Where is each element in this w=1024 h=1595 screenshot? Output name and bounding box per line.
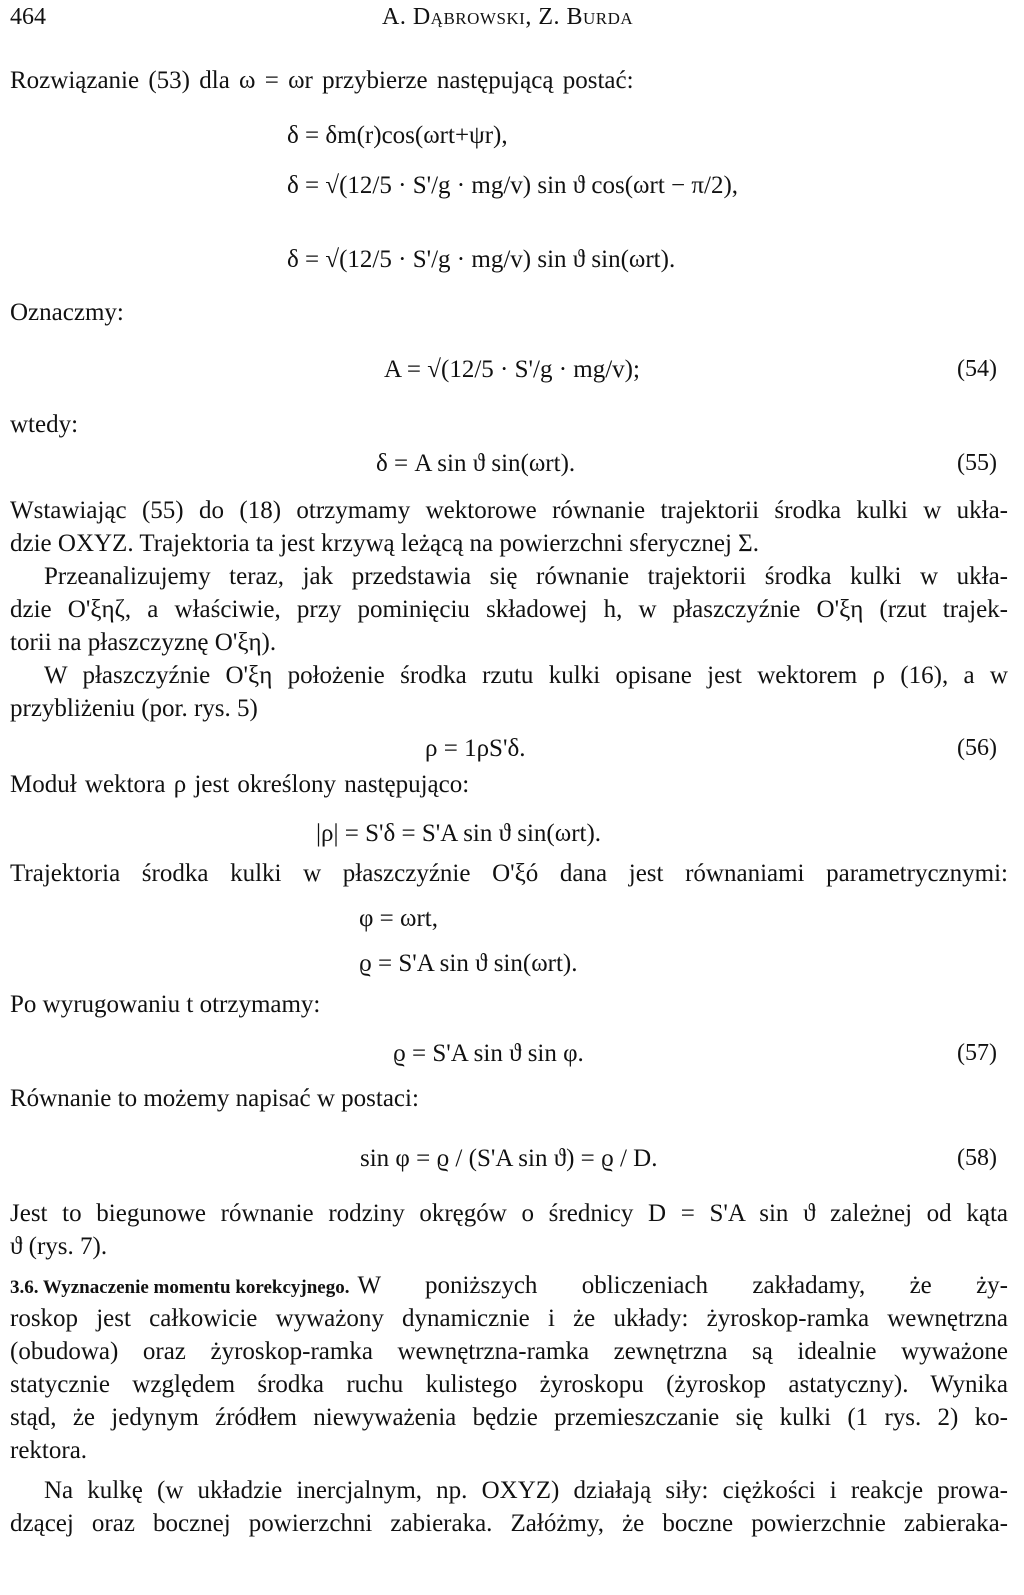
paragraph-line: W poniższych obliczeniach zakładamy, że ży- (357, 1272, 1008, 1299)
paragraph-line: dzie O'ξηζ, a właściwie, przy pominięciu składowej h, w płaszczyźnie O'ξη (rzut trajek- (10, 596, 1008, 623)
paragraph-line: Na kulkę (w układzie inercjalnym, np. OXYZ) działają siły: ciężkości i reakcje prowa- (44, 1477, 1008, 1504)
equation-rho-modulus: |ρ| = S'δ = S'A sin ϑ sin(ωrt). (316, 820, 602, 847)
text-line-po-wyrugowaniu: Po wyrugowaniu t otrzymamy: (10, 991, 321, 1018)
equation-55: δ = A sin ϑ sin(ωrt). (376, 450, 576, 477)
equation-number-57: (57) (957, 1040, 997, 1066)
paragraph-line: stąd, że jedynym źródłem niewyważenia będzie przemieszczanie się kulki (1 rys. 2) ko- (10, 1404, 1008, 1431)
equation-number-54: (54) (957, 356, 997, 382)
paragraph-line: przybliżeniu (por. rys. 5) (10, 695, 258, 722)
paragraph-line: W płaszczyźnie O'ξη położenie środka rzutu kulki opisane jest wektorem ρ (16), a w (44, 662, 1008, 689)
paragraph-line: torii na płaszczyznę O'ξη). (10, 629, 277, 656)
paragraph-line: Przeanalizujemy teraz, jak przedstawia się równanie trajektorii środka kulki w ukła- (44, 563, 1008, 590)
paragraph-line: rektora. (10, 1437, 88, 1464)
equation-phi: φ = ωrt, (359, 905, 439, 932)
page-number: 464 (10, 4, 46, 30)
text-line-trajektoria: Trajektoria środka kulki w płaszczyźnie O'ξó dana jest równaniami parametrycznymi: (10, 860, 1008, 887)
equation-delta-sqrt-sin: δ = √(12/5 · S'/g · mg/v) sin ϑ sin(ωrt). (287, 246, 676, 273)
equation-number-56: (56) (957, 735, 997, 761)
paragraph-line: (obudowa) oraz żyroskop-ramka wewnętrzna-ramka zewnętrzna są idealnie wyważone (10, 1338, 1008, 1365)
paragraph-line: dzącej oraz bocznej powierzchni zabieraka. Załóżmy, że boczne powierzchnie zabieraka- (10, 1510, 1008, 1537)
paragraph-line: statycznie względem środka ruchu kulistego żyroskopu (żyroskop astatyczny). Wynika (10, 1371, 1008, 1398)
paragraph-line: roskop jest całkowicie wyważony dynamicznie i że układy: żyroskop-ramka wewnętrzna (10, 1305, 1008, 1332)
equation-number-55: (55) (957, 450, 997, 476)
equation-58: sin φ = ϱ / (S'A sin ϑ) = ϱ / D. (360, 1145, 658, 1172)
equation-56: ρ = 1ρS'δ. (425, 735, 526, 762)
paragraph-line: ϑ (rys. 7). (10, 1233, 108, 1260)
text-line-rownanie: Równanie to możemy napisać w postaci: (10, 1085, 419, 1112)
equation-54: A = √(12/5 · S'/g · mg/v); (384, 356, 640, 383)
section-first-line (10, 1272, 1008, 1300)
section-heading: 3.6. Wyznaczenie momentu korekcyjnego. (10, 1277, 350, 1298)
equation-delta-cos: δ = δm(r)cos(ωrt+ψr), (287, 122, 508, 149)
paragraph-line: Wstawiając (55) do (18) otrzymamy wektorowe równanie trajektorii środka kulki w ukła- (10, 497, 1008, 524)
intro-line: Rozwiązanie (53) dla ω = ωr przybierze następującą postać: (10, 67, 634, 94)
paragraph-line: dzie OXYZ. Trajektoria ta jest krzywą leżącą na powierzchni sferycznej Σ. (10, 530, 759, 557)
paragraph-line: Jest to biegunowe równanie rodziny okręgów o średnicy D = S'A sin ϑ zależnej od kąta (10, 1200, 1008, 1227)
label-wtedy: wtedy: (10, 411, 79, 438)
equation-57: ϱ = S'A sin ϑ sin φ. (393, 1040, 584, 1067)
text-line-modul: Moduł wektora ρ jest określony następująco: (10, 771, 470, 798)
equation-delta-sqrt-cos: δ = √(12/5 · S'/g · mg/v) sin ϑ cos(ωrt − π/2), (287, 172, 739, 199)
equation-number-58: (58) (957, 1145, 997, 1171)
label-oznaczmy: Oznaczmy: (10, 299, 124, 326)
running-header-authors: A. Dąbrowski, Z. Burda (382, 4, 634, 30)
equation-rho: ϱ = S'A sin ϑ sin(ωrt). (359, 950, 578, 977)
